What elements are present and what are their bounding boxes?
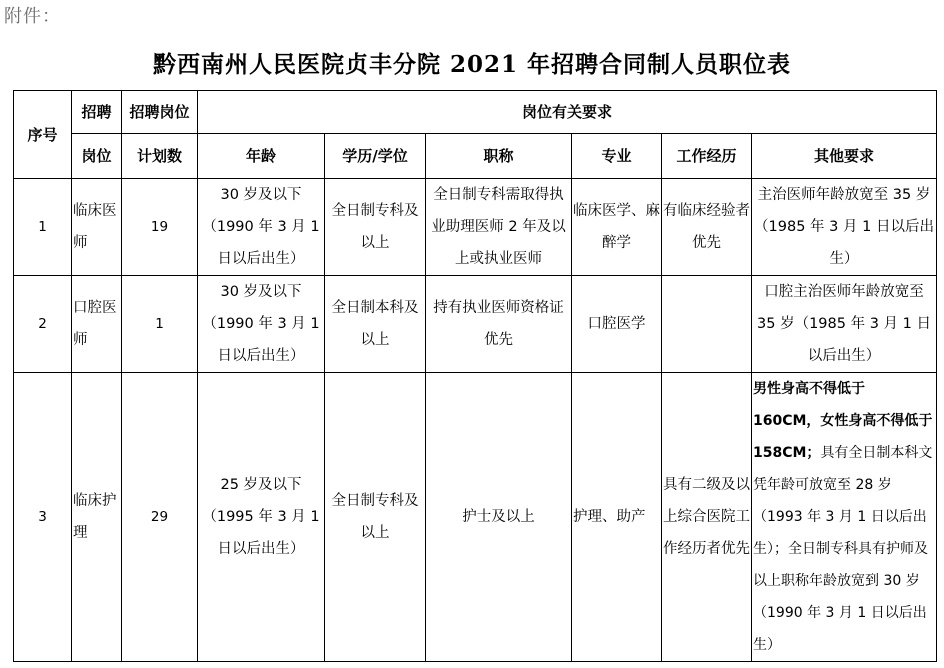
cell-education: 全日制本科及以上 [325,276,426,373]
header-row-1 [14,91,937,134]
cell-other: 主治医师年龄放宽至 35 岁（1985 年 3 月 1 日以后出生） [752,179,937,276]
cell-other [752,373,937,662]
cell-age: 25 岁及以下（1995 年 3 月 1 日以后出生） [198,373,325,662]
cell-post: 临床医师 [72,179,122,276]
cell-experience: 有临床经验者优先 [662,179,752,276]
cell-post: 口腔医师 [72,276,122,373]
cell-other: 口腔主治医师年龄放宽至 35 岁（1985 年 3 月 1 日以后出生） [752,276,937,373]
header-other: 其他要求 [752,134,937,179]
cell-experience: 具有二级及以上综合医院工作经历者优先 [662,373,752,662]
header-seq: 序号 [14,91,72,179]
cell-age: 30 岁及以下（1990 年 3 月 1 日以后出生） [198,179,325,276]
cell-seq: 3 [14,373,72,662]
cell-other-emphasis: 男性身高不得低于 160CM，女性身高不得低于 158CM； [753,381,933,461]
header-experience: 工作经历 [662,134,752,179]
cell-education: 全日制专科及以上 [325,373,426,662]
cell-plan: 1 [122,276,198,373]
cell-title-rank: 护士及以上 [426,373,572,662]
header-education: 学历/学位 [325,134,426,179]
header-plan-line2: 计划数 [122,134,198,179]
cell-education: 全日制专科及以上 [325,179,426,276]
cell-age: 30 岁及以下（1990 年 3 月 1 日以后出生） [198,276,325,373]
table-row [14,179,937,276]
cell-experience [662,276,752,373]
header-post-line2: 岗位 [72,134,122,179]
cell-seq: 2 [14,276,72,373]
header-requirements-group: 岗位有关要求 [198,91,937,134]
cell-post: 临床护理 [72,373,122,662]
cell-major: 临床医学、麻醉学 [572,179,662,276]
cell-major: 口腔医学 [572,276,662,373]
cell-title-rank: 全日制专科需取得执业助理医师 2 年及以上或执业医师 [426,179,572,276]
table-row [14,276,937,373]
attachment-label: 附件： [4,6,61,27]
header-plan-line1: 招聘岗位 [122,91,198,134]
header-post-line1: 招聘 [72,91,122,134]
cell-seq: 1 [14,179,72,276]
header-major: 专业 [572,134,662,179]
cell-title-rank: 持有执业医师资格证优先 [426,276,572,373]
header-age: 年龄 [198,134,325,179]
recruitment-table [13,90,937,662]
header-row-2 [14,134,937,179]
cell-plan: 29 [122,373,198,662]
header-title-rank: 职称 [426,134,572,179]
table-row [14,373,937,662]
page-title: 黔西南州人民医院贞丰分院 2021 年招聘合同制人员职位表 [152,51,792,78]
cell-other-rest: 具有全日制本科文凭年龄可放宽至 28 岁（1993 年 3 月 1 日以后出生）；全日制专科具有护师及以上职称年龄放宽到 30 岁（1990 年 3 月 1 日以后出生） [753,445,933,653]
cell-major: 护理、助产 [572,373,662,662]
cell-plan: 19 [122,179,198,276]
